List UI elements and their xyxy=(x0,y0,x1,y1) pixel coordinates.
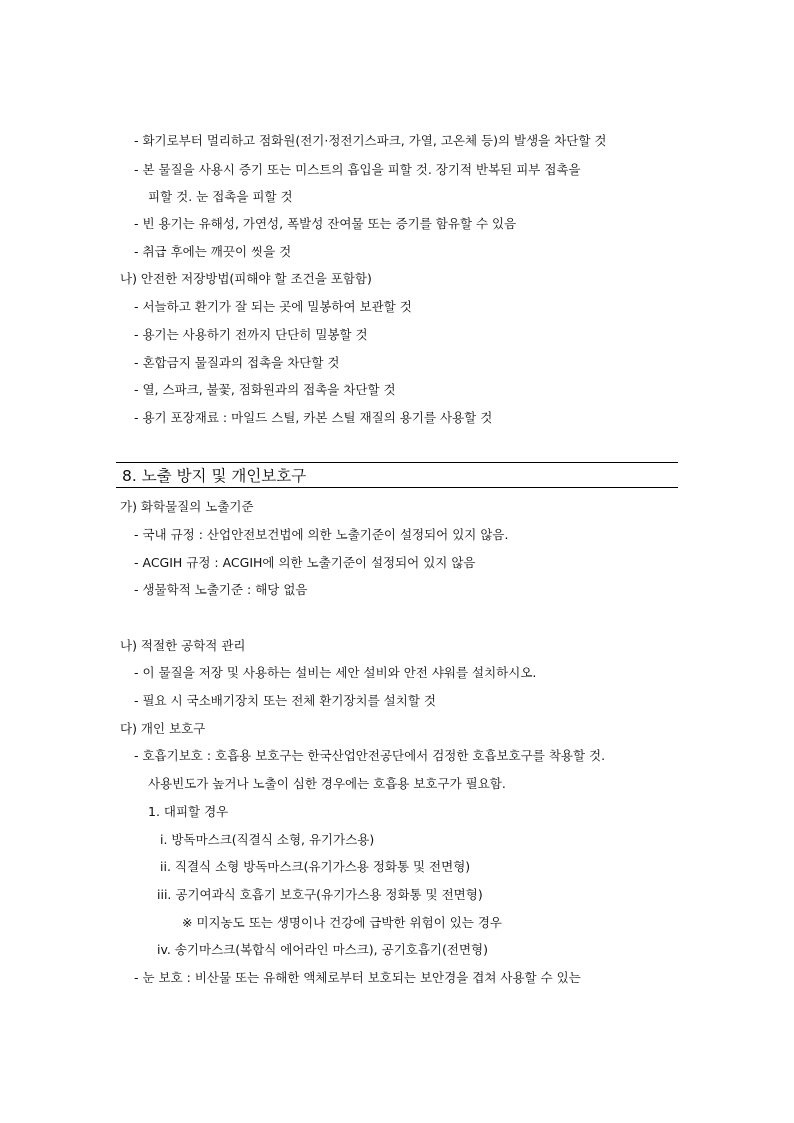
exposure-bullet: - 국내 규정 : 산업안전보건법에 의한 노출기준이 설정되어 있지 않음. xyxy=(134,527,509,542)
engineering-heading: 나) 적절한 공학적 관리 xyxy=(120,638,246,653)
handling-bullet-inhalation-cont: 피할 것. 눈 접촉을 피할 것 xyxy=(148,189,293,204)
exposure-heading: 가) 화학물질의 노출기준 xyxy=(120,499,254,514)
ppe-evac-heading: 1. 대피할 경우 xyxy=(148,804,229,819)
section-bottom-rule xyxy=(116,487,678,488)
storage-bullet: - 열, 스파크, 불꽃, 점화원과의 접촉을 차단할 것 xyxy=(134,382,396,397)
handling-bullet-ignition: - 화기로부터 멀리하고 점화원(전기·정전기스파크, 가열, 고온체 등)의 발생을 차단할 것 xyxy=(134,133,607,148)
handling-bullet-inhalation: - 본 물질을 사용시 증기 또는 미스트의 흡입을 피할 것. 장기적 반복된 피부 접촉을 xyxy=(134,162,581,177)
ppe-item-iii: iii. 공기여과식 호흡기 보호구(유기가스용 정화통 및 전면형) xyxy=(157,887,483,902)
ppe-heading: 다) 개인 보호구 xyxy=(120,721,206,736)
ppe-respiratory-cont: 사용빈도가 높거나 노출이 심한 경우에는 호흡용 보호구가 필요함. xyxy=(148,776,506,791)
handling-bullet-empty-container: - 빈 용기는 유해성, 가연성, 폭발성 잔여물 또는 증기를 함유할 수 있음 xyxy=(134,216,517,231)
storage-bullet: - 용기는 사용하기 전까지 단단히 밀봉할 것 xyxy=(134,327,368,342)
ppe-item-iv: iv. 송기마스크(복합식 에어라인 마스크), 공기호흡기(전면형) xyxy=(157,942,488,957)
storage-bullet: - 혼합금지 물질과의 접촉을 차단할 것 xyxy=(134,355,340,370)
ppe-note: ※ 미지농도 또는 생명이나 건강에 급박한 위험이 있는 경우 xyxy=(182,915,502,930)
storage-bullet: - 서늘하고 환기가 잘 되는 곳에 밀봉하여 보관할 것 xyxy=(134,299,412,314)
ppe-eye: - 눈 보호 : 비산물 또는 유해한 액체로부터 보호되는 보안경을 겹쳐 사용할 수 있는 xyxy=(134,970,581,985)
engineering-bullet: - 이 물질을 저장 및 사용하는 설비는 세안 설비와 안전 샤워를 설치하시오. xyxy=(134,665,537,680)
section-top-rule xyxy=(116,462,678,463)
ppe-respiratory: - 호흡기보호 : 호흡용 보호구는 한국산업안전공단에서 검정한 호흡보호구를 착용할 것. xyxy=(134,748,606,763)
engineering-bullet: - 필요 시 국소배기장치 또는 전체 환기장치를 설치할 것 xyxy=(134,693,436,708)
ppe-item-i: i. 방독마스크(직결식 소형, 유기가스용) xyxy=(160,832,375,847)
storage-bullet: - 용기 포장재료 : 마일드 스틸, 카본 스틸 재질의 용기를 사용할 것 xyxy=(134,410,493,425)
handling-bullet-wash: - 취급 후에는 깨끗이 씻을 것 xyxy=(134,244,292,259)
storage-heading: 나) 안전한 저장방법(피해야 할 조건을 포함함) xyxy=(120,271,372,286)
exposure-bullet: - ACGIH 규정 : ACGIH에 의한 노출기준이 설정되어 있지 않음 xyxy=(134,555,476,570)
section-8-title: 8. 노출 방지 및 개인보호구 xyxy=(122,467,307,485)
exposure-bullet: - 생물학적 노출기준 : 해당 없음 xyxy=(134,582,308,597)
ppe-item-ii: ii. 직결식 소형 방독마스크(유기가스용 정화통 및 전면형) xyxy=(160,859,471,874)
